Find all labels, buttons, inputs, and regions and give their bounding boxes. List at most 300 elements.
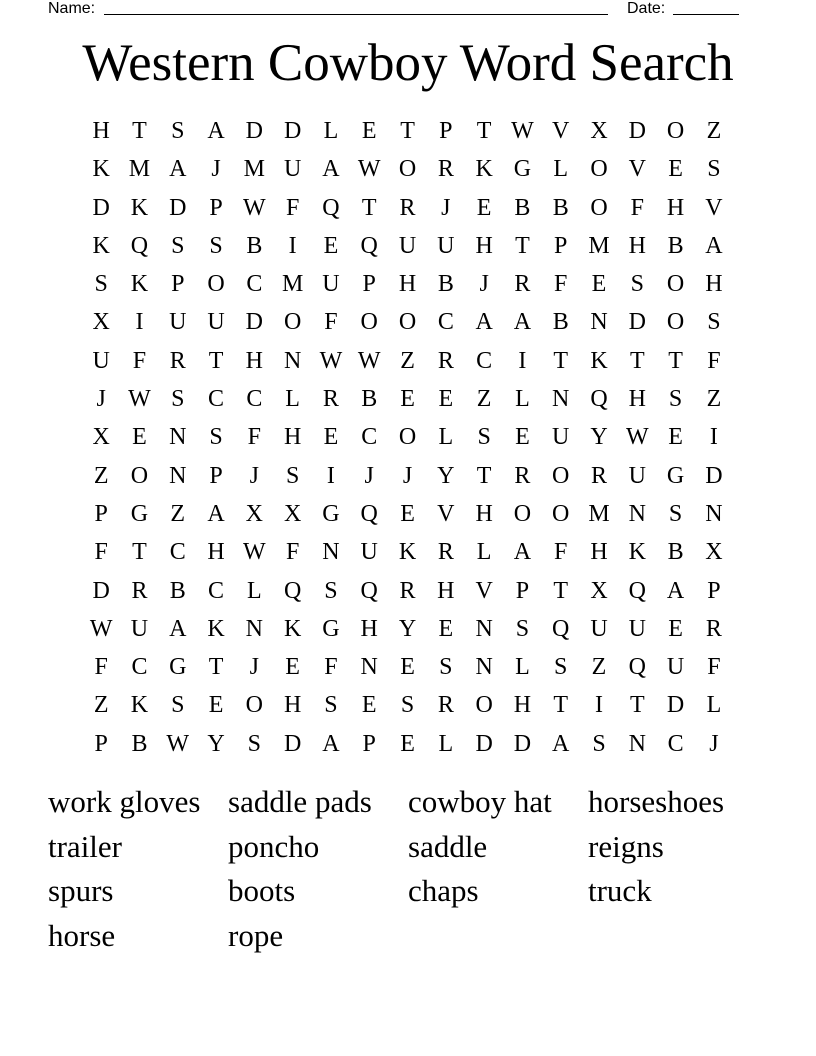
grid-letter: E	[668, 424, 683, 451]
grid-letter: U	[322, 271, 340, 298]
word-list-item: work gloves	[48, 784, 201, 819]
grid-letter: A	[169, 615, 187, 642]
grid-row	[82, 112, 733, 150]
grid-row	[82, 572, 733, 610]
grid-letter: R	[591, 462, 608, 489]
grid-letter: O	[398, 309, 417, 336]
grid-letter: U	[92, 347, 110, 374]
grid-row	[82, 418, 733, 456]
grid-letter: E	[361, 692, 377, 719]
grid-letter: N	[283, 347, 302, 374]
grid-letter: O	[398, 424, 417, 451]
grid-letter: H	[283, 424, 302, 451]
grid-letter: C	[246, 271, 263, 298]
grid-row	[82, 189, 733, 227]
name-blank-line	[104, 14, 608, 15]
grid-letter: O	[590, 156, 608, 183]
grid-letter: W	[511, 118, 534, 144]
grid-letter: S	[209, 424, 223, 451]
grid-letter: L	[247, 577, 262, 604]
grid-letter: B	[667, 232, 684, 259]
word-list-item: cowboy hat	[408, 784, 552, 819]
grid-letter: P	[554, 232, 568, 259]
grid-letter: X	[705, 539, 723, 566]
grid-letter: H	[590, 539, 608, 566]
grid-letter: O	[130, 462, 149, 489]
grid-letter: F	[554, 271, 568, 298]
grid-letter: U	[628, 462, 646, 489]
grid-letter: T	[208, 654, 224, 681]
grid-letter: O	[552, 500, 570, 527]
grid-letter: Z	[93, 692, 109, 719]
grid-letter: T	[361, 194, 377, 221]
grid-letter: Z	[591, 654, 607, 681]
grid-letter: W	[243, 539, 266, 566]
grid-letter: D	[245, 118, 263, 144]
grid-letter: Y	[437, 462, 455, 489]
grid-letter: L	[553, 156, 569, 183]
grid-letter: D	[283, 730, 302, 757]
grid-letter: E	[591, 271, 607, 298]
grid-letter: T	[553, 692, 569, 719]
grid-letter: S	[94, 271, 108, 298]
grid-letter: P	[362, 271, 376, 298]
grid-letter: P	[94, 500, 108, 527]
grid-letter: I	[326, 462, 335, 489]
grid-letter: M	[128, 156, 151, 183]
grid-letter: G	[513, 156, 532, 183]
grid-letter: U	[130, 615, 149, 642]
date-label: Date:	[627, 0, 666, 17]
grid-letter: R	[514, 271, 531, 298]
grid-letter: K	[130, 271, 149, 298]
grid-letter: T	[400, 118, 415, 144]
grid-row	[82, 150, 733, 188]
grid-letter: D	[92, 577, 110, 604]
grid-letter: B	[552, 194, 569, 221]
word-list-item: horseshoes	[588, 784, 725, 819]
grid-letter: N	[360, 654, 378, 681]
grid-letter: Y	[590, 424, 608, 451]
grid-letter: F	[707, 347, 721, 374]
word-list-item: poncho	[228, 828, 320, 864]
grid-letter: N	[628, 500, 646, 527]
grid-letter: H	[437, 577, 455, 604]
grid-letter: L	[438, 424, 454, 451]
grid-letter: H	[92, 118, 110, 144]
grid-letter: B	[246, 232, 263, 259]
grid-letter: R	[705, 615, 722, 642]
grid-letter: E	[323, 232, 339, 259]
grid-letter: H	[360, 615, 378, 642]
grid-letter: R	[322, 386, 339, 413]
grid-letter: L	[476, 539, 492, 566]
grid-letter: D	[475, 730, 493, 757]
grid-letter: G	[322, 500, 340, 527]
grid-letter: Q	[590, 386, 608, 413]
word-list-item: rope	[228, 917, 284, 953]
grid-row	[82, 265, 733, 303]
grid-letter: K	[628, 539, 646, 566]
grid-letter: N	[169, 462, 187, 489]
grid-letter: W	[319, 347, 343, 374]
grid-letter: Q	[283, 577, 302, 604]
grid-letter: T	[629, 347, 645, 374]
grid-letter: E	[400, 654, 415, 681]
word-list-item: trailer	[48, 828, 123, 864]
grid-letter: Q	[552, 615, 570, 642]
grid-letter: S	[668, 500, 683, 527]
grid-letter: E	[668, 156, 683, 183]
grid-letter: T	[132, 118, 147, 144]
grid-letter: U	[360, 539, 378, 566]
grid-letter: A	[207, 118, 225, 144]
grid-letter: O	[207, 271, 225, 298]
grid-letter: K	[92, 232, 110, 259]
grid-letter: K	[590, 347, 608, 374]
grid-letter: J	[479, 271, 489, 298]
grid-row	[82, 457, 733, 495]
grid-letter: O	[666, 118, 685, 144]
grid-letter: K	[92, 156, 110, 183]
grid-row	[82, 533, 733, 571]
grid-letter: R	[399, 577, 416, 604]
grid-letter: L	[515, 386, 530, 413]
grid-letter: E	[400, 500, 415, 527]
grid-letter: V	[628, 156, 646, 183]
grid-letter: D	[628, 118, 646, 144]
grid-letter: T	[208, 347, 224, 374]
grid-letter: M	[588, 500, 610, 527]
grid-letter: B	[514, 194, 531, 221]
grid-letter: M	[281, 271, 304, 298]
grid-letter: B	[361, 386, 378, 413]
grid-letter: V	[475, 577, 493, 604]
grid-letter: C	[169, 539, 186, 566]
grid-row	[82, 610, 733, 648]
grid-letter: H	[245, 347, 263, 374]
grid-letter: F	[285, 194, 300, 221]
grid-letter: F	[630, 194, 644, 221]
grid-row	[82, 648, 733, 686]
grid-letter: N	[705, 500, 723, 527]
grid-letter: Q	[322, 194, 340, 221]
grid-letter: F	[94, 539, 108, 566]
grid-letter: E	[515, 424, 530, 451]
grid-letter: O	[475, 692, 493, 719]
grid-letter: Q	[360, 500, 378, 527]
grid-letter: E	[400, 730, 415, 757]
grid-letter: A	[322, 156, 340, 183]
grid-letter: S	[171, 692, 185, 719]
grid-letter: T	[553, 577, 569, 604]
grid-letter: H	[628, 232, 646, 259]
grid-letter: S	[285, 462, 300, 489]
grid-letter: U	[437, 232, 455, 259]
grid-letter: H	[628, 386, 646, 413]
grid-letter: A	[207, 500, 225, 527]
grid-letter: Z	[476, 386, 492, 413]
grid-letter: S	[554, 654, 568, 681]
grid-letter: J	[249, 654, 259, 681]
grid-letter: R	[437, 539, 454, 566]
grid-letter: K	[283, 615, 302, 642]
grid-letter: K	[398, 539, 417, 566]
grid-letter: P	[94, 730, 108, 757]
grid-letter: N	[552, 386, 570, 413]
grid-letter: S	[324, 692, 338, 719]
grid-letter: C	[246, 386, 263, 413]
grid-letter: C	[476, 347, 493, 374]
grid-letter: E	[323, 424, 339, 451]
grid-letter: N	[322, 539, 340, 566]
grid-letter: K	[475, 156, 493, 183]
grid-letter: Q	[130, 232, 149, 259]
grid-letter: N	[245, 615, 263, 642]
grid-letter: U	[628, 615, 646, 642]
grid-letter: W	[357, 347, 381, 374]
grid-letter: W	[128, 386, 151, 413]
grid-letter: L	[515, 654, 530, 681]
grid-letter: P	[515, 577, 530, 604]
grid-letter: U	[398, 232, 417, 259]
grid-letter: X	[92, 309, 110, 336]
grid-row	[82, 686, 733, 724]
grid-letter: U	[552, 424, 570, 451]
grid-letter: C	[208, 577, 225, 604]
grid-letter: J	[211, 156, 221, 183]
grid-letter: G	[169, 654, 187, 681]
grid-letter: C	[667, 730, 684, 757]
grid-letter: C	[361, 424, 378, 451]
grid-letter: R	[437, 692, 454, 719]
grid-row	[82, 725, 733, 763]
grid-letter: E	[132, 424, 147, 451]
grid-letter: Q	[628, 577, 646, 604]
grid-letter: X	[92, 424, 110, 451]
grid-letter: J	[364, 462, 374, 489]
grid-letter: A	[322, 730, 340, 757]
grid-letter: J	[96, 386, 106, 413]
grid-letter: R	[437, 347, 454, 374]
word-list-item: boots	[228, 873, 296, 908]
grid-letter: S	[439, 654, 453, 681]
grid-letter: T	[476, 462, 492, 489]
grid-letter: C	[131, 654, 148, 681]
grid-letter: H	[398, 271, 417, 298]
grid-letter: G	[130, 500, 149, 527]
grid-letter: E	[361, 118, 377, 144]
grid-letter: A	[513, 309, 532, 336]
grid-letter: W	[357, 156, 381, 183]
grid-letter: R	[131, 577, 148, 604]
word-list-item: reigns	[588, 828, 664, 864]
grid-letter: P	[439, 118, 453, 144]
grid-letter: G	[322, 615, 340, 642]
grid-letter: L	[438, 730, 454, 757]
grid-letter: P	[362, 730, 376, 757]
grid-letter: E	[438, 615, 454, 642]
grid-letter: H	[705, 271, 723, 298]
grid-letter: Q	[628, 654, 646, 681]
word-list-item: truck	[588, 873, 652, 908]
grid-letter: I	[135, 309, 144, 336]
grid-letter: S	[247, 730, 262, 757]
word-list-item: saddle pads	[228, 784, 372, 819]
grid-letter: S	[707, 156, 721, 183]
grid-letter: M	[243, 156, 265, 183]
grid-letter: P	[209, 462, 223, 489]
grid-letter: F	[324, 309, 338, 336]
grid-letter: E	[400, 386, 415, 413]
grid-letter: U	[169, 309, 187, 336]
grid-letter: L	[285, 386, 300, 413]
grid-row	[82, 380, 733, 418]
header-line	[48, 0, 748, 19]
grid-letter: K	[130, 692, 149, 719]
grid-letter: S	[171, 386, 185, 413]
page-title: Western Cowboy Word Search	[82, 34, 734, 92]
grid-letter: K	[130, 194, 149, 221]
grid-letter: Y	[398, 615, 417, 642]
grid-letter: Z	[706, 118, 722, 144]
grid-letter: E	[668, 615, 683, 642]
grid-letter: H	[207, 539, 225, 566]
grid-letter: H	[283, 692, 302, 719]
grid-letter: B	[667, 539, 684, 566]
grid-letter: X	[245, 500, 263, 527]
grid-letter: S	[324, 577, 338, 604]
grid-letter: L	[706, 692, 722, 719]
grid-letter: U	[590, 615, 608, 642]
grid-letter: T	[132, 539, 147, 566]
grid-letter: J	[402, 462, 413, 489]
grid-letter: B	[552, 309, 569, 336]
grid-letter: E	[285, 654, 300, 681]
grid-letter: W	[166, 730, 190, 757]
grid-letter: M	[588, 232, 610, 259]
grid-row	[82, 227, 733, 265]
grid-letter: S	[400, 692, 415, 719]
grid-letter: F	[707, 654, 721, 681]
grid-letter: I	[595, 692, 603, 719]
grid-letter: O	[513, 500, 532, 527]
letter-grid	[82, 112, 733, 763]
word-list-item: chaps	[408, 873, 479, 908]
grid-letter: U	[666, 654, 685, 681]
grid-letter: D	[666, 692, 685, 719]
grid-letter: C	[208, 386, 225, 413]
grid-letter: N	[169, 424, 187, 451]
grid-letter: I	[288, 232, 297, 259]
date-blank-line	[673, 14, 739, 15]
grid-letter: W	[625, 424, 649, 451]
grid-letter: I	[709, 424, 718, 451]
grid-letter: U	[283, 156, 302, 183]
grid-letter: V	[437, 500, 455, 527]
grid-letter: S	[171, 232, 185, 259]
grid-letter: P	[171, 271, 185, 298]
grid-letter: E	[438, 386, 454, 413]
grid-letter: S	[209, 232, 223, 259]
grid-letter: O	[590, 194, 608, 221]
grid-letter: Q	[360, 232, 378, 259]
grid-letter: D	[169, 194, 187, 221]
grid-letter: D	[628, 309, 646, 336]
grid-letter: D	[705, 462, 723, 489]
grid-letter: H	[475, 500, 493, 527]
grid-letter: S	[630, 271, 644, 298]
grid-letter: O	[398, 156, 417, 183]
word-list-item: saddle	[408, 828, 488, 864]
grid-letter: W	[89, 615, 113, 642]
grid-letter: G	[666, 462, 685, 489]
grid-letter: R	[437, 156, 454, 183]
grid-letter: B	[169, 577, 186, 604]
grid-letter: A	[552, 730, 570, 757]
grid-letter: N	[475, 615, 493, 642]
grid-letter: D	[283, 118, 302, 144]
grid-letter: Z	[93, 462, 109, 489]
grid-letter: P	[209, 194, 223, 221]
grid-letter: S	[707, 309, 721, 336]
grid-letter: S	[515, 615, 530, 642]
grid-row	[82, 495, 733, 533]
grid-letter: H	[666, 194, 685, 221]
grid-letter: O	[283, 309, 302, 336]
grid-letter: R	[399, 194, 416, 221]
grid-letter: B	[131, 730, 148, 757]
grid-letter: F	[324, 654, 338, 681]
grid-letter: T	[553, 347, 569, 374]
word-list-item: spurs	[48, 873, 114, 908]
grid-letter: Z	[170, 500, 186, 527]
grid-letter: U	[207, 309, 225, 336]
word-list-item: horse	[48, 917, 116, 953]
grid-letter: C	[437, 309, 454, 336]
grid-letter: Y	[207, 730, 225, 757]
grid-letter: B	[437, 271, 454, 298]
grid-letter: F	[132, 347, 147, 374]
grid-letter: F	[285, 539, 300, 566]
grid-letter: O	[360, 309, 378, 336]
grid-letter: S	[477, 424, 491, 451]
grid-letter: E	[208, 692, 224, 719]
grid-letter: A	[475, 309, 493, 336]
grid-letter: S	[592, 730, 606, 757]
grid-letter: T	[476, 118, 492, 144]
grid-row	[82, 342, 733, 380]
grid-letter: O	[666, 309, 685, 336]
grid-letter: F	[94, 654, 108, 681]
grid-letter: R	[169, 347, 186, 374]
grid-letter: N	[590, 309, 608, 336]
grid-letter: X	[590, 118, 608, 144]
word-list	[48, 780, 768, 958]
grid-letter: J	[249, 462, 259, 489]
grid-letter: A	[666, 577, 685, 604]
grid-letter: F	[247, 424, 262, 451]
grid-letter: P	[707, 577, 721, 604]
grid-letter: O	[552, 462, 570, 489]
grid-letter: X	[590, 577, 608, 604]
grid-letter: F	[554, 539, 568, 566]
grid-letter: D	[92, 194, 110, 221]
grid-row	[82, 303, 733, 341]
grid-letter: Z	[400, 347, 415, 374]
grid-letter: N	[628, 730, 646, 757]
grid-letter: Z	[706, 386, 722, 413]
